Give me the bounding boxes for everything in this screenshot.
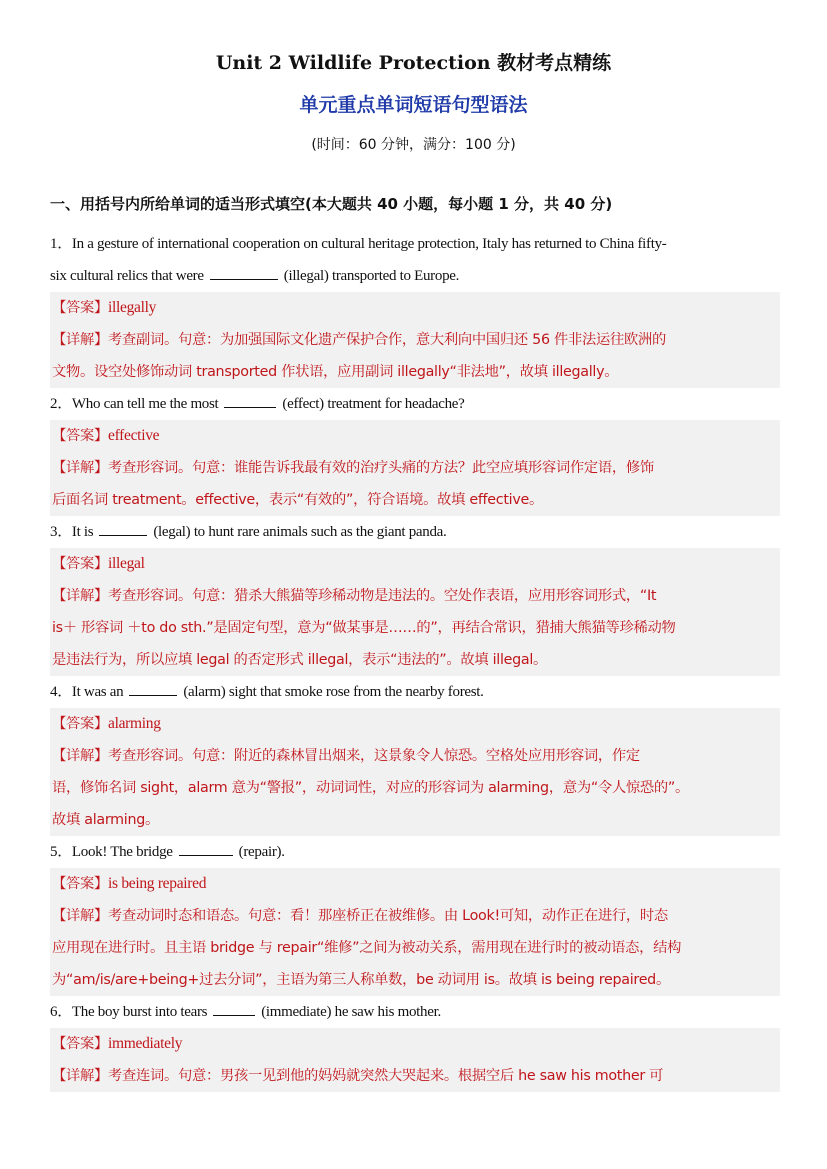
explanation-text: 考查形容词。句意：谁能告诉我最有效的治疗头痛的方法？此空应填形容词作定语，修饰	[108, 460, 654, 476]
explanation	[50, 580, 780, 676]
explanation-text: 考查动词时态和语态。句意：看！那座桥正在被维修。由 Look!可知，动作正在进行，时态	[108, 908, 668, 924]
answer-tag: 【答案】	[52, 556, 108, 572]
answer-blank	[179, 839, 233, 856]
explanation-text: 考查副词。句意：为加强国际文化遗产保护合作，意大利向中国归还 56 件非法运往欧洲的	[108, 332, 666, 348]
explain-tag: 【详解】	[52, 908, 108, 924]
question-text: (legal) to hunt rare animals such as the giant panda.	[153, 524, 447, 540]
answer-blank	[99, 519, 147, 536]
answer-blank	[129, 679, 177, 696]
question-text: In a gesture of international cooperation on cultural heritage protection, Italy has returned to China fifty-	[71, 236, 667, 252]
question-number: 4．	[50, 684, 72, 700]
explanation-text: 应用现在进行时。且主语 bridge 与 repair“维修”之间为被动关系，需用现在进行时的被动语态，结构	[52, 940, 682, 956]
answer-tag: 【答案】	[52, 716, 108, 732]
question-text: (repair).	[238, 844, 285, 860]
answer-line	[50, 292, 780, 324]
question-text: (immediate) he saw his mother.	[261, 1004, 441, 1020]
answer-line	[50, 868, 780, 900]
explain-tag: 【详解】	[52, 332, 108, 348]
question-6	[50, 996, 780, 1028]
answer-value: effective	[108, 427, 160, 444]
answer-tag: 【答案】	[52, 1036, 108, 1052]
question-4	[50, 676, 780, 708]
question-list	[50, 228, 780, 1092]
answer-blank	[224, 391, 276, 408]
answer-blank	[213, 999, 255, 1016]
answer-line	[50, 548, 780, 580]
answer-value: alarming	[108, 715, 161, 732]
question-number: 3．	[50, 524, 72, 540]
answer-line	[50, 708, 780, 740]
page-subtitle: 单元重点单词短语句型语法	[299, 94, 528, 116]
answer-line	[50, 1028, 780, 1060]
question-1	[50, 228, 780, 260]
answer-line	[50, 420, 780, 452]
answer-value: illegally	[108, 299, 157, 316]
question-text: Who can tell me the most	[71, 396, 219, 412]
question-2	[50, 388, 780, 420]
explain-tag: 【详解】	[52, 748, 108, 764]
explanation	[50, 900, 780, 996]
question-1-line2	[50, 260, 780, 292]
question-text: The boy burst into tears	[71, 1004, 208, 1020]
page-title: Unit 2 Wildlife Protection 教材考点精练	[215, 52, 612, 74]
question-3	[50, 516, 780, 548]
explanation-text: 故填 alarming。	[52, 812, 159, 828]
question-5	[50, 836, 780, 868]
question-number: 6．	[50, 1004, 72, 1020]
explanation	[50, 1060, 780, 1092]
answer-value: illegal	[108, 555, 145, 572]
answer-tag: 【答案】	[52, 876, 108, 892]
answer-value: is being repaired	[108, 875, 207, 892]
answer-tag: 【答案】	[52, 300, 108, 316]
question-text: It is	[71, 524, 94, 540]
explanation-text: 考查形容词。句意：猎杀大熊猫等珍稀动物是违法的。空处作表语，应用形容词形式，“It	[108, 588, 657, 604]
answer-value: immediately	[108, 1035, 183, 1052]
answer-tag: 【答案】	[52, 428, 108, 444]
explanation-text: 语，修饰名词 sight，alarm 意为“警报”，动词词性，对应的形容词为 alarming，意为“令人惊恐的”。	[52, 780, 690, 796]
question-text: (effect) treatment for headache?	[282, 396, 465, 412]
answer-blank	[210, 263, 278, 280]
question-text: It was an	[71, 684, 124, 700]
explanation-text: 为“am/is/are+being+过去分词”，主语为第三人称单数，be 动词用 is。故填 is being repaired。	[52, 972, 670, 988]
question-number: 2．	[50, 396, 72, 412]
question-text: (illegal) transported to Europe.	[283, 268, 460, 284]
question-number: 1．	[50, 236, 72, 252]
question-text: (alarm) sight that smoke rose from the nearby forest.	[183, 684, 484, 700]
question-text: six cultural relics that were	[50, 268, 204, 284]
explanation	[50, 324, 780, 388]
section-heading: 一、用括号内所给单词的适当形式填空(本大题共 40 小题，每小题 1 分，共 40 分)	[50, 195, 613, 213]
time-info: (时间：60 分钟，满分：100 分)	[311, 137, 516, 153]
explain-tag: 【详解】	[52, 1068, 108, 1084]
explain-tag: 【详解】	[52, 588, 108, 604]
explanation	[50, 740, 780, 836]
explanation-text: 考查连词。句意：男孩一见到他的妈妈就突然大哭起来。根据空后 he saw his mother 可	[108, 1068, 664, 1084]
explanation	[50, 452, 780, 516]
explain-tag: 【详解】	[52, 460, 108, 476]
explanation-text: is＋ 形容词 ＋to do sth.”是固定句型，意为“做某事是……的”，再结合常识，猎捕大熊猫等珍稀动物	[52, 620, 676, 636]
explanation-text: 文物。设空处修饰动词 transported 作状语，应用副词 illegally“非法地”，故填 illegally。	[52, 364, 619, 380]
explanation-text: 是违法行为，所以应填 legal 的否定形式 illegal，表示“违法的”。故填 illegal。	[52, 652, 548, 668]
explanation-text: 考查形容词。句意：附近的森林冒出烟来，这景象令人惊恐。空格处应用形容词，作定	[108, 748, 640, 764]
question-number: 5．	[50, 844, 72, 860]
question-text: Look! The bridge	[71, 844, 173, 860]
explanation-text: 后面名词 treatment。effective，表示“有效的”，符合语境。故填 effective。	[52, 492, 543, 508]
